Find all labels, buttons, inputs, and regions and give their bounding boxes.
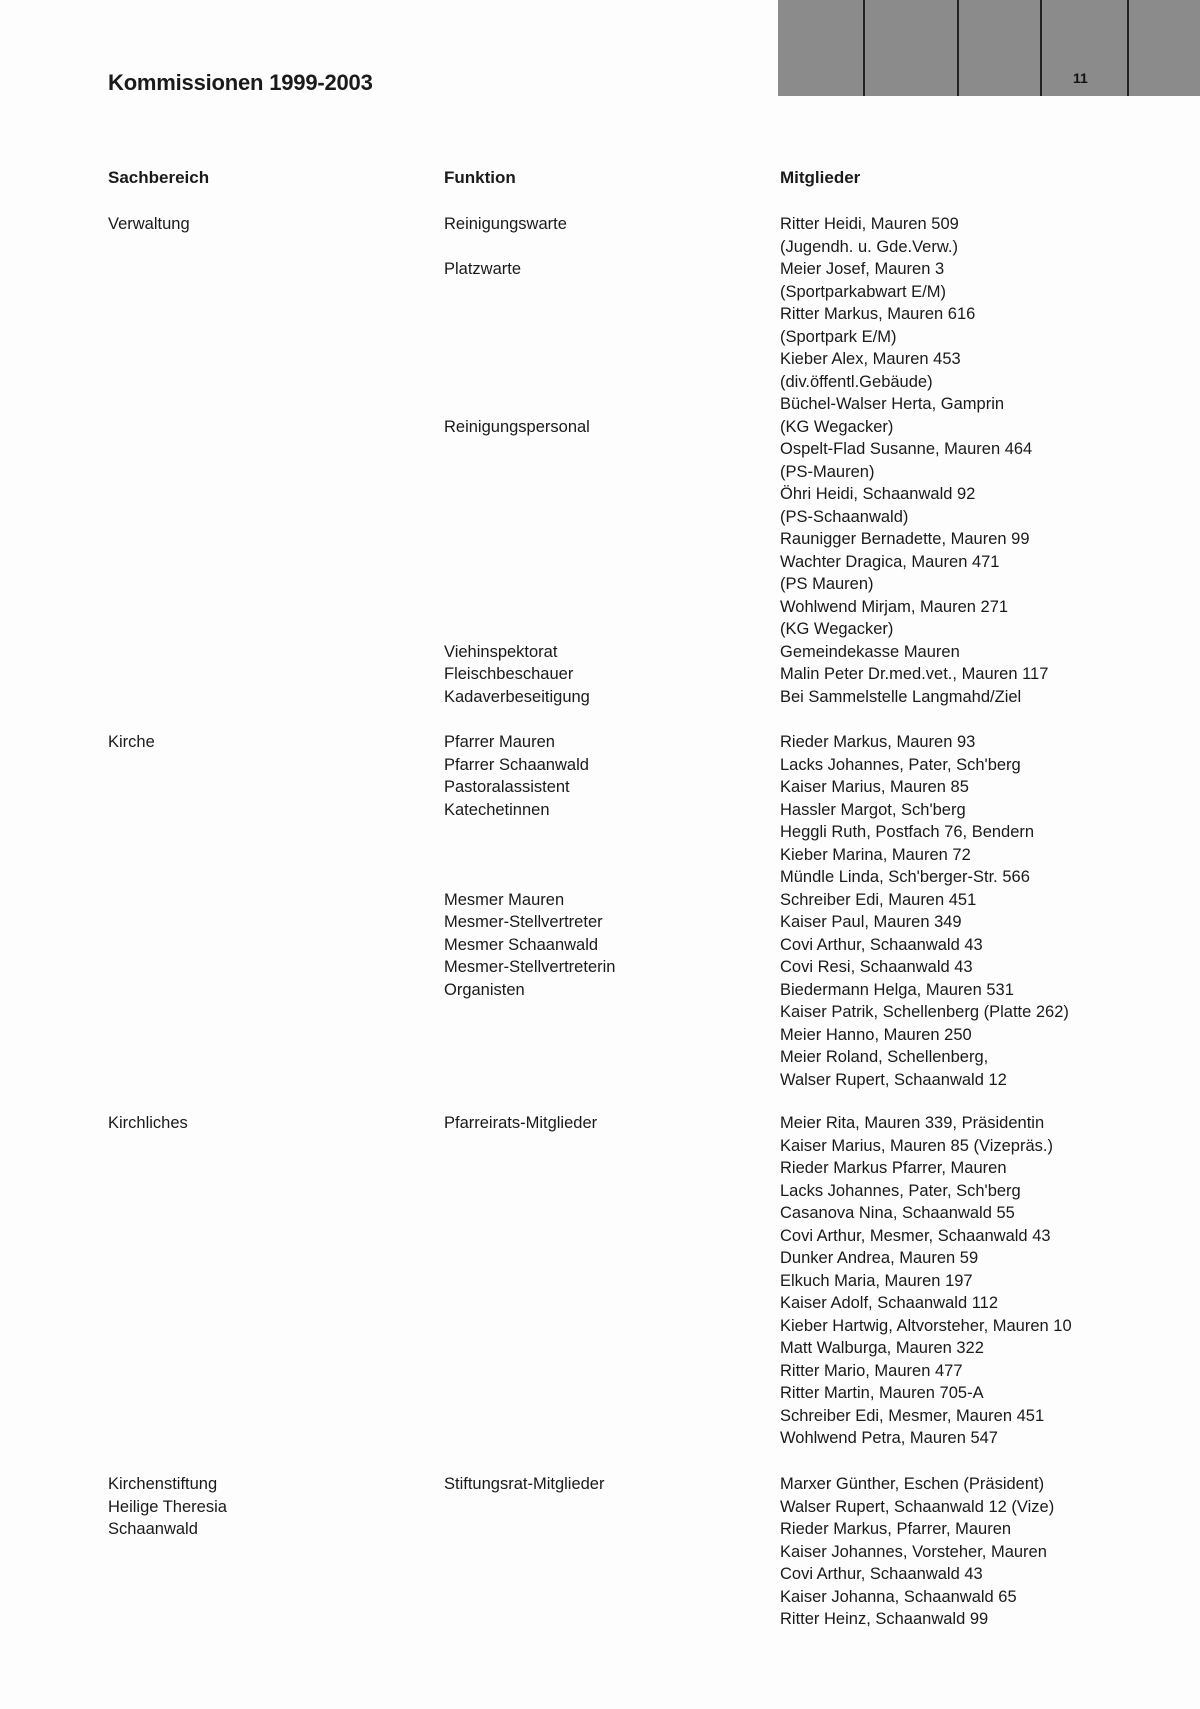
- table-line: Biedermann Helga, Mauren 531: [780, 980, 1014, 999]
- table-line: (PS Mauren): [780, 575, 874, 593]
- table-line: [444, 303, 590, 326]
- table-line: [444, 821, 615, 844]
- table-line: [444, 236, 590, 259]
- table-line: Lacks Johannes, Pater, Sch'berg: [780, 1181, 1021, 1200]
- column-header-sachbereich: Sachbereich: [108, 168, 210, 187]
- header-divider: [957, 0, 959, 96]
- table-line: (KG Wegacker): [780, 417, 894, 436]
- table-line: Hassler Margot, Sch'berg: [780, 800, 966, 819]
- table-line: Wachter Dragica, Mauren 471: [780, 552, 1000, 571]
- table-line: Covi Arthur, Mesmer, Schaanwald 43: [780, 1226, 1051, 1245]
- table-line: Platzwarte: [444, 260, 522, 278]
- table-line: Verwaltung: [108, 215, 190, 233]
- table-line: Kaiser Johannes, Vorsteher, Mauren: [780, 1542, 1047, 1561]
- table-line: Meier Rita, Mauren 339, Präsidentin: [780, 1114, 1045, 1132]
- table-line: Elkuch Maria, Mauren 197: [780, 1271, 973, 1290]
- table-line: Öhri Heidi, Schaanwald 92: [780, 485, 976, 503]
- funktion-cell: [444, 1473, 604, 1496]
- table-line: Kadaverbeseitigung: [444, 687, 590, 706]
- table-line: Mündle Linda, Sch'berger-Str. 566: [780, 868, 1030, 886]
- table-line: Meier Josef, Mauren 3: [780, 260, 945, 278]
- table-line: Rieder Markus Pfarrer, Mauren: [780, 1159, 1007, 1177]
- table-line: Kaiser Marius, Mauren 85 (Vizepräs.): [780, 1136, 1053, 1155]
- table-line: Schreiber Edi, Mauren 451: [780, 890, 977, 909]
- sachbereich-cell: [108, 1473, 227, 1541]
- table-line: Malin Peter Dr.med.vet., Mauren 117: [780, 665, 1049, 683]
- table-line: Wohlwend Mirjam, Mauren 271: [780, 597, 1009, 616]
- table-line: Kirche: [108, 733, 155, 751]
- table-line: Kaiser Johanna, Schaanwald 65: [780, 1587, 1017, 1606]
- table-line: (PS-Schaanwald): [780, 507, 909, 526]
- table-line: Mesmer-Stellvertreterin: [444, 958, 616, 976]
- table-line: [444, 483, 590, 506]
- table-line: (PS-Mauren): [780, 462, 875, 481]
- table-line: [444, 371, 590, 394]
- column-header-funktion: Funktion: [444, 168, 516, 187]
- table-line: Kieber Marina, Mauren 72: [780, 845, 971, 864]
- table-line: Katechetinnen: [444, 800, 550, 819]
- table-line: Kirchenstiftung: [108, 1475, 218, 1493]
- table-line: [444, 573, 590, 596]
- table-line: (KG Wegacker): [780, 620, 894, 638]
- table-line: Covi Resi, Schaanwald 43: [780, 958, 973, 976]
- table-line: Marxer Günther, Eschen (Präsident): [780, 1475, 1045, 1493]
- table-line: Kirchliches: [108, 1114, 188, 1132]
- table-line: [444, 618, 590, 641]
- table-line: Pfarrer Mauren: [444, 733, 555, 751]
- table-line: [444, 438, 590, 461]
- funktion-cell: [444, 213, 590, 708]
- table-line: Organisten: [444, 980, 525, 999]
- mitglieder-cell: [780, 1473, 1054, 1631]
- table-line: Ritter Heinz, Schaanwald 99: [780, 1610, 989, 1628]
- table-line: [444, 393, 590, 416]
- page-number: 11: [1073, 70, 1088, 86]
- table-line: (Sportpark E/M): [780, 327, 897, 346]
- header-cell: [778, 0, 865, 96]
- table-line: Ospelt-Flad Susanne, Mauren 464: [780, 440, 1033, 458]
- table-line: Pfarrer Schaanwald: [444, 755, 589, 774]
- table-line: Walser Rupert, Schaanwald 12 (Vize): [780, 1497, 1055, 1516]
- table-line: Dunker Andrea, Mauren 59: [780, 1249, 979, 1267]
- table-line: (div.öffentl.Gebäude): [780, 372, 933, 391]
- table-line: Viehinspektorat: [444, 642, 558, 661]
- table-line: Mesmer-Stellvertreter: [444, 913, 603, 931]
- page-title: Kommissionen 1999-2003: [108, 70, 373, 95]
- table-line: Ritter Markus, Mauren 616: [780, 305, 976, 323]
- table-line: Fleischbeschauer: [444, 665, 574, 683]
- table-line: Kieber Hartwig, Altvorsteher, Mauren 10: [780, 1316, 1072, 1335]
- mitglieder-cell: [780, 731, 1069, 1091]
- table-line: Raunigger Bernadette, Mauren 99: [780, 530, 1030, 548]
- table-line: Büchel-Walser Herta, Gamprin: [780, 395, 1005, 413]
- funktion-cell: [444, 731, 615, 1001]
- table-line: [444, 348, 590, 371]
- table-line: Ritter Mario, Mauren 477: [780, 1361, 963, 1380]
- table-line: [444, 326, 590, 349]
- table-line: Casanova Nina, Schaanwald 55: [780, 1204, 1015, 1222]
- table-line: Rieder Markus, Mauren 93: [780, 733, 976, 751]
- table-line: Stiftungsrat-Mitglieder: [444, 1475, 605, 1493]
- column-header-mitglieder: Mitglieder: [780, 168, 861, 187]
- table-line: Mesmer Schaanwald: [444, 935, 599, 954]
- table-line: Schaanwald: [108, 1520, 198, 1538]
- table-line: [444, 528, 590, 551]
- table-line: Meier Roland, Schellenberg,: [780, 1048, 989, 1066]
- table-line: Rieder Markus, Pfarrer, Mauren: [780, 1520, 1012, 1538]
- sachbereich-cell: [108, 731, 155, 754]
- table-line: Lacks Johannes, Pater, Sch'berg: [780, 755, 1021, 774]
- table-line: Matt Walburga, Mauren 322: [780, 1339, 984, 1357]
- sachbereich-cell: [108, 213, 190, 236]
- table-line: (Jugendh. u. Gde.Verw.): [780, 237, 958, 256]
- table-line: Schreiber Edi, Mesmer, Mauren 451: [780, 1406, 1045, 1425]
- table-line: Pfarreirats-Mitglieder: [444, 1114, 598, 1132]
- header-divider: [1127, 0, 1129, 96]
- funktion-cell: [444, 1112, 597, 1135]
- table-line: Meier Hanno, Mauren 250: [780, 1025, 972, 1044]
- table-line: Pastoralassistent: [444, 778, 570, 796]
- mitglieder-cell: [780, 1112, 1072, 1450]
- table-line: [444, 461, 590, 484]
- table-line: Kieber Alex, Mauren 453: [780, 350, 961, 368]
- table-line: [444, 844, 615, 867]
- table-line: Covi Arthur, Schaanwald 43: [780, 1565, 983, 1583]
- table-line: Gemeindekasse Mauren: [780, 642, 960, 661]
- table-line: Bei Sammelstelle Langmahd/Ziel: [780, 687, 1022, 706]
- table-line: Reinigungswarte: [444, 215, 567, 233]
- header-emblem-block: [778, 0, 1200, 96]
- table-line: [444, 551, 590, 574]
- table-line: Wohlwend Petra, Mauren 547: [780, 1429, 998, 1447]
- table-line: Kaiser Adolf, Schaanwald 112: [780, 1294, 999, 1312]
- sachbereich-cell: [108, 1112, 188, 1135]
- table-line: [444, 866, 615, 889]
- table-line: Ritter Martin, Mauren 705-A: [780, 1384, 984, 1402]
- table-line: Heilige Theresia: [108, 1497, 227, 1516]
- table-line: Ritter Heidi, Mauren 509: [780, 215, 959, 233]
- table-line: Kaiser Marius, Mauren 85: [780, 778, 969, 796]
- table-line: Heggli Ruth, Postfach 76, Bendern: [780, 823, 1035, 841]
- table-line: Mesmer Mauren: [444, 890, 565, 909]
- mitglieder-cell: [780, 213, 1048, 708]
- table-line: [444, 506, 590, 529]
- table-line: [444, 596, 590, 619]
- table-line: [444, 281, 590, 304]
- header-divider: [1040, 0, 1042, 96]
- table-line: (Sportparkabwart E/M): [780, 282, 946, 301]
- table-line: Kaiser Paul, Mauren 349: [780, 913, 962, 931]
- table-line: Reinigungspersonal: [444, 417, 590, 436]
- table-line: Walser Rupert, Schaanwald 12: [780, 1070, 1007, 1089]
- table-line: Kaiser Patrik, Schellenberg (Platte 262): [780, 1003, 1069, 1021]
- table-line: Covi Arthur, Schaanwald 43: [780, 935, 983, 954]
